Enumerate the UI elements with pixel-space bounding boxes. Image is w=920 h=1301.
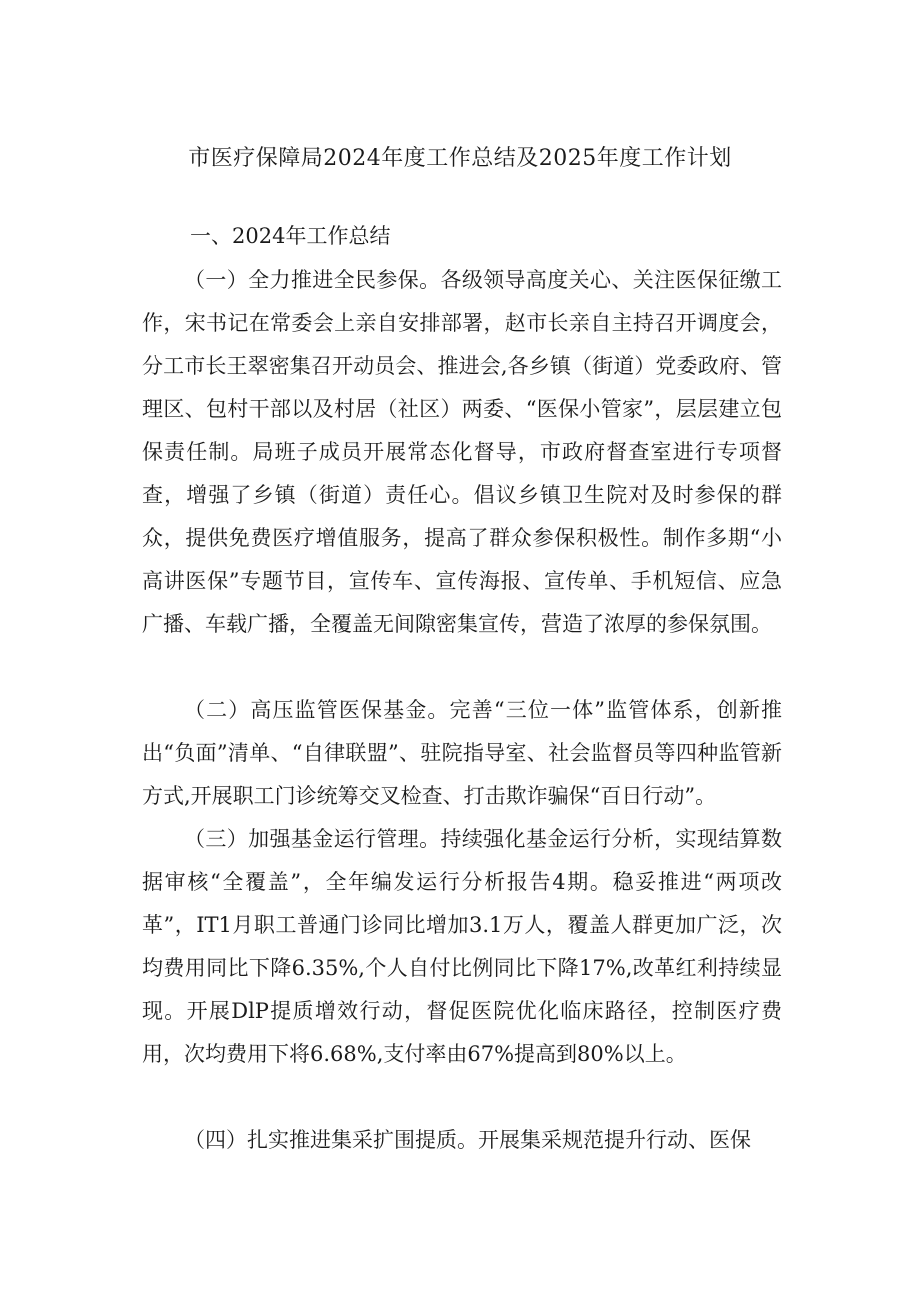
paragraph-fund-operation: （三）加强基金运行管理。持续强化基金运行分析，实现结算数据审核“全覆盖”，全年编发运行分析报告4期。稳妥推进“两项改革”，IT1月职工普通门诊同比增加3.1万人，覆盖人群更加广泛，次均费用同比下降6.35%,个人自付比例同比下降17%,改革红利持续显现。开展DlP提质增效行动，督促医院优化临床路径，控制医疗费用，次均费用下将6.68%,支付率由67%提高到80%以上。 <box>142 827 782 1066</box>
document-title: 市医疗保障局2024年度工作总结及2025年度工作计划 <box>188 146 732 171</box>
paragraph-procurement: （四）扎实推进集采扩围提质。开展集采规范提升行动、医保 <box>184 1128 751 1152</box>
paragraph-universal-enrollment: （一）全力推进全民参保。各级领导高度关心、关注医保征缴工作，宋书记在常委会上亲自安排部署，赵市长亲自主持召开调度会，分工市长王翠密集召开动员会、推进会,各乡镇（街道）党委政府、管理区、包村干部以及村居（社区）两委、“医保小管家”，层层建立包保责任制。局班子成员开展常态化督导，市政府督查室进行专项督查，增强了乡镇（街道）责任心。倡议乡镇卫生院对及时参保的群众，提供免费医疗增值服务，提高了群众参保积极性。制作多期“小高讲医保”专题节目，宣传车、宣传海报、宣传单、手机短信、应急广播、车载广播，全覆盖无间隙密集宣传，营造了浓厚的参保氛围。 <box>142 268 782 636</box>
paragraph-fund-supervision: （二）高压监管医保基金。完善“三位一体”监管体系，创新推出“负面”清单、“自律联盟”、驻院指导室、社会监督员等四种监管新方式,开展职工门诊统筹交叉检查、打击欺诈骗保“百日行动”。 <box>142 698 782 808</box>
section-heading: 一、2024年工作总结 <box>190 224 391 248</box>
